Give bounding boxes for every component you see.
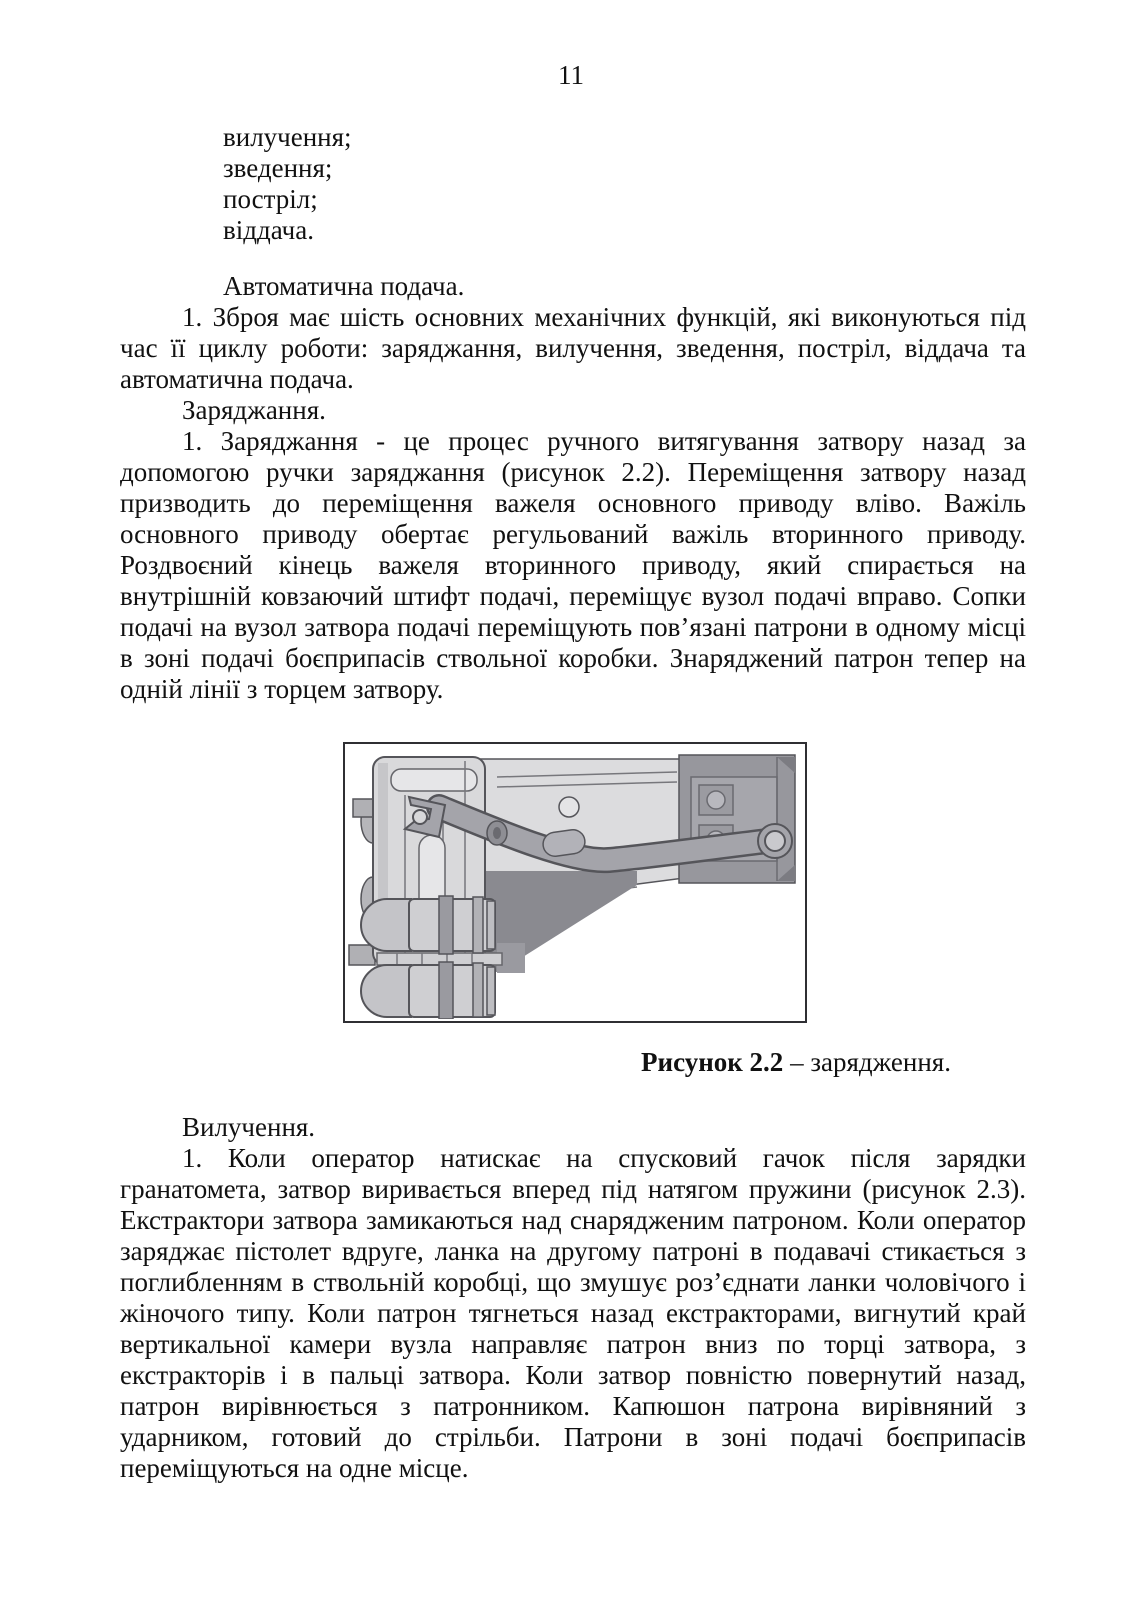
extraction-heading: Вилучення. xyxy=(182,1112,316,1142)
content-column xyxy=(120,122,1026,1484)
grenade-launcher-charging-illustration xyxy=(347,747,803,1019)
figure-2-2-frame xyxy=(343,742,807,1023)
loading-heading: Заряджання. xyxy=(182,395,326,425)
grenade-round-top xyxy=(361,896,495,954)
list-item-extraction: вилучення; xyxy=(223,122,352,152)
figure-caption-label: Рисунок 2.2 xyxy=(641,1047,784,1077)
list-item-cocking: зведення; xyxy=(223,153,333,183)
auto-feed-heading: Автоматична подача. xyxy=(223,271,465,301)
figure-2-2 xyxy=(343,742,951,1078)
grenade-round-bottom xyxy=(361,962,495,1019)
figure-caption-text: – зарядження. xyxy=(783,1047,951,1077)
right-bolt-block xyxy=(679,755,795,883)
function-list xyxy=(120,122,1026,246)
paragraph-loading: 1. Заряджання - це процес ручного витягування затвору назад за допомогою ручки заряджання (рисунок 2.2). Переміщення затвору назад призводить до переміщення важеля основного приводу вліво. Важіль основного приводу обертає регульований важіль вторинного приводу. Роздвоєний кінець важеля вторинного приводу, який спирається на внутрішній ковзаючий штифт подачі, переміщує вузол подачі вправо. Сопки подачі на вузол затвора подачі переміщують пов’язані патрони в одному місці в зоні подачі боєприпасів ствольної коробки. Знаряджений патрон тепер на одній лінії з торцем затвору. xyxy=(120,426,1026,704)
paragraph-extraction: 1. Коли оператор натискає на спусковий гачок після зарядки гранатомета, затвор виривається вперед під натягом пружини (рисунок 2.3). Екстрактори затвора замикаються над снарядженим патроном. Коли оператор заряджає пістолет вдруге, ланка на другому патроні в подавачі стикається з поглибленням в ствольній коробці, що змушує роз’єднати ланки чоловічого і жіночого типу. Коли патрон тягнеться назад екстракторами, вигнутий край вертикальної камери вузла направляє патрон вниз по торці затвора, з екстракторів і в пальці затвора. Коли затвор повністю повернутий назад, патрон вирівнюється з патронником. Капюшон патрона вирівняний з ударником, готовий до стрільби. Патрони в зоні подачі боєприпасів переміщуються на одне місце. xyxy=(120,1143,1026,1483)
list-item-shot: постріл; xyxy=(223,184,318,214)
figure-2-2-caption xyxy=(343,1047,1142,1078)
page-number: 11 xyxy=(558,60,584,90)
list-item-recoil: віддача. xyxy=(223,215,314,245)
paragraph-functions: 1. Зброя має шість основних механічних функцій, які виконуються під час її циклу роботи: заряджання, вилучення, зведення, постріл, віддача та автоматична подача. xyxy=(120,302,1026,394)
